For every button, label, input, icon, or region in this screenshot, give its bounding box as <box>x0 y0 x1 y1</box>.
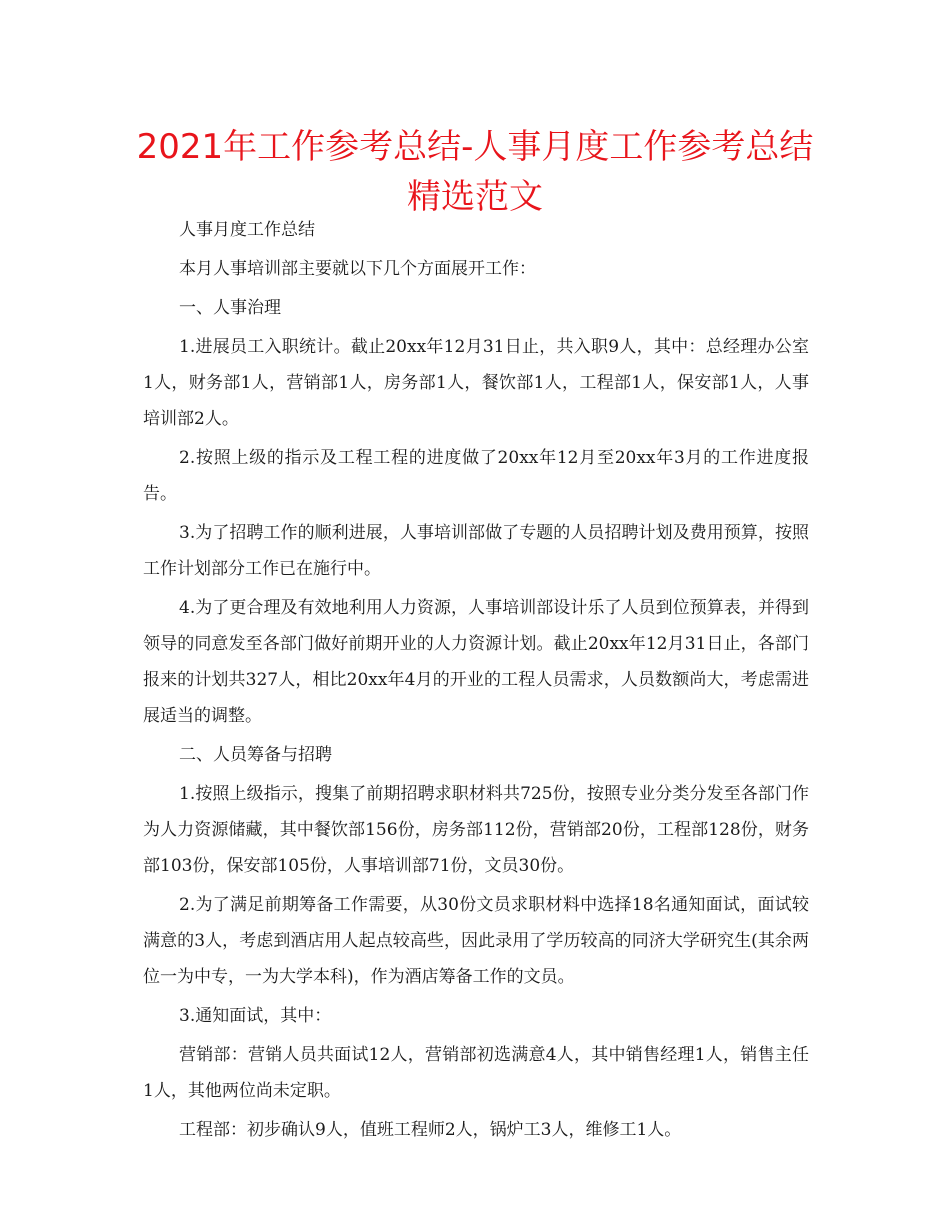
paragraph-recruit-3: 3.通知面试，其中： <box>179 1006 332 1026</box>
paragraph-intro: 本月人事培训部主要就以下几个方面展开工作： <box>179 259 536 279</box>
paragraph-recruit-2: 2.为了满足前期筹备工作需要，从30份文员求职材料中选择18名通知面试，面试较满意的3人，考虑到酒店用人起点较高些，因此录用了学历较高的同济大学研究生(其余两位一为中专，一为大学本科)，作为酒店筹备工作的文员。 <box>143 895 809 987</box>
document-title: 2021年工作参考总结-人事月度工作参考总结精选范文 <box>136 127 814 217</box>
paragraph-recruit-1: 1.按照上级指示，搜集了前期招聘求职材料共725份，按照专业分类分发至各部门作为人力资源储藏，其中餐饮部156份，房务部112份，营销部20份，工程部128份，财务部103份，保安部105份，人事培训部71份，文员30份。 <box>143 784 809 876</box>
paragraph-heading: 人事月度工作总结 <box>179 220 315 240</box>
section-heading-personnel-management: 一、人事治理 <box>179 298 281 318</box>
section-heading-recruitment: 二、人员筹备与招聘 <box>179 745 332 765</box>
paragraph-item-2: 2.按照上级的指示及工程工程的进度做了20xx年12月至20xx年3月的工作进度报告。 <box>143 448 809 504</box>
paragraph-sales-dept: 营销部：营销人员共面试12人，营销部初选满意4人，其中销售经理1人，销售主任1人，其他两位尚未定职。 <box>143 1045 809 1101</box>
paragraph-item-1: 1.进展员工入职统计。截止20xx年12月31日止，共入职9人，其中：总经理办公室1人，财务部1人，营销部1人，房务部1人，餐饮部1人，工程部1人，保安部1人，人事培训部2人。 <box>143 337 809 429</box>
paragraph-item-3: 3.为了招聘工作的顺利进展，人事培训部做了专题的人员招聘计划及费用预算，按照工作计划部分工作已在施行中。 <box>143 523 809 579</box>
paragraph-item-4: 4.为了更合理及有效地利用人力资源，人事培训部设计乐了人员到位预算表，并得到领导的同意发至各部门做好前期开业的人力资源计划。截止20xx年12月31日止，各部门报来的计划共327人，相比20xx年4月的开业的工程人员需求，人员数额尚大，考虑需进展适当的调整。 <box>143 598 809 726</box>
paragraph-engineering-dept: 工程部：初步确认9人，值班工程师2人，锅炉工3人，维修工1人。 <box>179 1120 682 1140</box>
document-body <box>143 212 809 1151</box>
